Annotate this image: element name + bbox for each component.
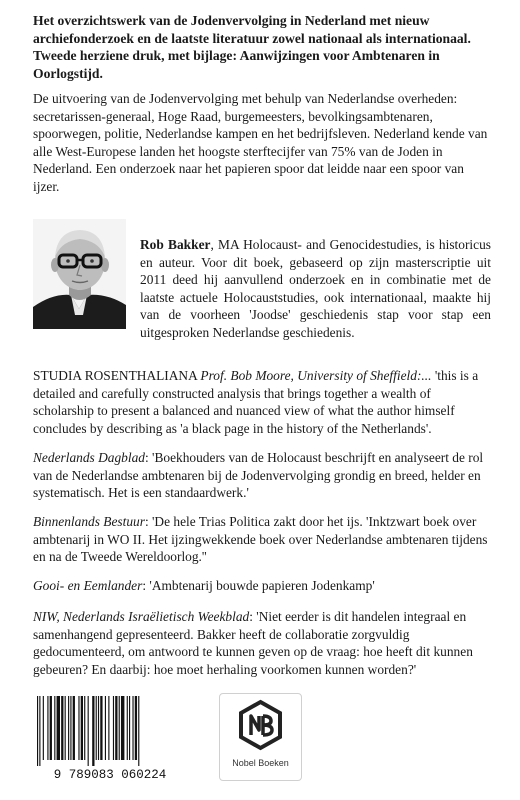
barcode-bar xyxy=(57,696,60,760)
barcode-bar xyxy=(81,696,83,760)
barcode-bar xyxy=(54,696,55,760)
barcode-bar xyxy=(50,696,52,760)
barcode-bar xyxy=(132,696,133,760)
review-quote xyxy=(33,608,491,678)
barcode-bar xyxy=(119,696,120,760)
review-quote xyxy=(33,449,491,502)
barcode-bar xyxy=(37,696,38,766)
barcode-image xyxy=(33,694,187,784)
review-text: : 'Ambtenarij bouwde papieren Jodenkamp' xyxy=(142,578,375,593)
barcode-bar xyxy=(115,696,117,760)
barcode-bar xyxy=(138,696,139,766)
author-name: Rob Bakker xyxy=(140,237,211,252)
review-journal: STUDIA ROSENTHALIANA xyxy=(33,368,201,383)
author-portrait-image xyxy=(33,219,126,329)
isbn-digits: 9 789083 060224 xyxy=(53,768,167,782)
barcode-bar xyxy=(84,696,85,760)
review-quote xyxy=(33,577,491,595)
publisher-logo xyxy=(219,693,302,781)
barcode-bar xyxy=(105,696,106,760)
barcode-bar xyxy=(70,696,71,760)
barcode-bar xyxy=(129,696,130,760)
review-source: NIW, Nederlands Israëlietisch Weekblad xyxy=(33,609,250,624)
author-bio-text: , MA Holocaust- and Genocidestudies, is historicus en auteur. Voor dit boek, gebaseerd op zijn masterscriptie uit 2011 deed hij aanvullend onderzoek en in combinatie met de laatste actuele Holocauststudies, ook internationaal, maakte hij van de voorheen 'Joodse' geschiedenis stap voor stap een uitgesproken Nederlandse geschiedenis. xyxy=(140,237,491,340)
review-text: 'this is a detailed and carefully constructed analysis that brings together a wealth of scholarship to present a balanced and nuanced view of what the author himself concludes by describing as 'a black page in the history of the Netherlands'. xyxy=(33,368,479,436)
barcode-bar xyxy=(68,696,69,760)
barcode-bar xyxy=(96,696,97,760)
review-text: : 'Boekhouders van de Holocaust beschrijft en analyseert de rol van de Nederlandse ambtenaren bij de Jodenvervolging grondig en breed, helder en systematisch. Het is een standaardwerk.' xyxy=(33,450,484,501)
barcode-bar xyxy=(135,696,137,760)
barcode-bar xyxy=(108,696,109,760)
barcode-bar xyxy=(88,696,89,766)
barcode-bar xyxy=(121,696,124,760)
barcode-bar xyxy=(65,696,66,760)
review-text: : 'Niet eerder is dit handelen integraal en samenhangend gepresenteerd. Bakker heeft de collaboratie zorgvuldig gedocumenteerd, om antwoord te kunnen geven op de vraag: hoe heeft dit kunnen gebeuren? En daarbij: hoe moet herhaling voorkomen kunnen worden?' xyxy=(33,609,473,677)
publisher-name: Nobel Boeken xyxy=(232,758,289,768)
review-source: Gooi- en Eemlander xyxy=(33,578,143,593)
barcode-bar xyxy=(61,696,63,760)
barcode-bar xyxy=(78,696,79,760)
review-quote xyxy=(33,367,491,437)
barcode-bar xyxy=(127,696,128,760)
barcode-bar xyxy=(100,696,102,760)
author-bio xyxy=(140,236,491,342)
author-photo xyxy=(33,219,126,329)
barcode-bar xyxy=(92,696,94,766)
review-source: Binnenlands Bestuur xyxy=(33,514,145,529)
review-source: Prof. Bob Moore, University of Sheffield:... xyxy=(200,368,432,383)
barcode-bar xyxy=(43,696,44,760)
isbn-barcode xyxy=(33,694,187,784)
review-quote xyxy=(33,513,491,566)
description-paragraph: De uitvoering van de Jodenvervolging met behulp van Nederlandse overheden: secretarissen-generaal, Hoge Raad, burgemeesters, bevolkingsambtenaren, spoorwegen, politie, Nederlandse kampen en het bedrijfsleven. Nederland kende van alle West-Europese landen het hoogste sterftecijfer van 75% van de Joden in Nederland. Een onderzoek naar het papieren spoor dat leidde naar een spoor van ijzer. xyxy=(33,91,488,194)
publisher-emblem-icon xyxy=(220,694,301,756)
review-text: : 'De hele Trias Politica zakt door het ijs. 'Inktzwart boek over ambtenarij in WO II. Het ijzingwekkende boek over Nederlandse ambtenaren tijdens en na de Tweede Wereldoorlog.'' xyxy=(33,514,488,565)
barcode-bar xyxy=(98,696,99,760)
barcode-bar xyxy=(39,696,40,766)
barcode-bar xyxy=(113,696,114,760)
review-source: Nederlands Dagblad xyxy=(33,450,145,465)
intro-paragraph: Het overzichtswerk van de Jodenvervolging in Nederland met nieuw archiefonderzoek en de laatste literatuur zowel nationaal als internationaal. Tweede herziene druk, met bijlage: Aanwijzingen voor Ambtenaren in Oorlogstijd. xyxy=(33,13,471,81)
barcode-bar xyxy=(73,696,75,760)
barcode-bar xyxy=(47,696,48,760)
